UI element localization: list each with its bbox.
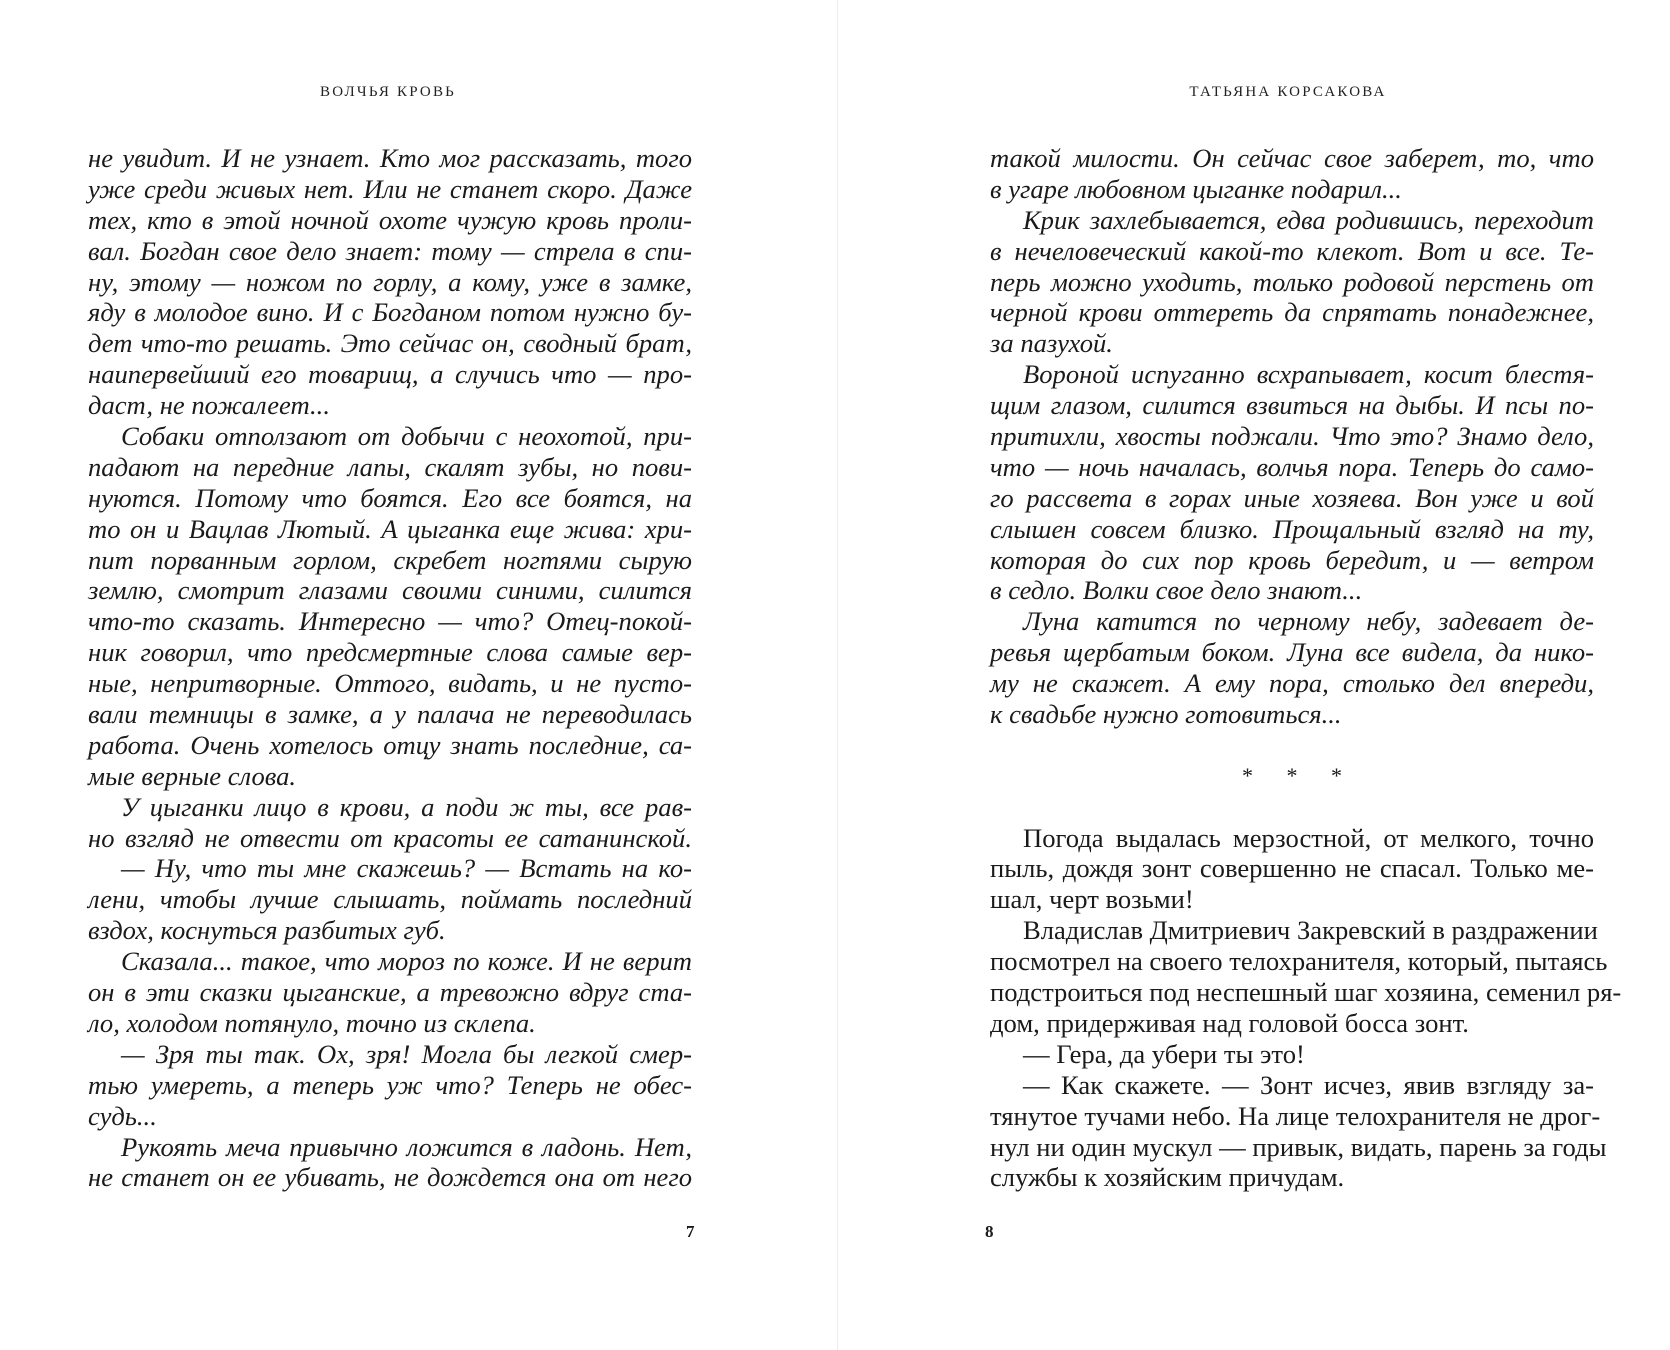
text-line: шал, черт возьми! (990, 884, 1194, 915)
text-line: ник говорил, что предсмертные слова самые вер- (88, 637, 692, 668)
text-line: щим глазом, силится взвиться на дыбы. И псы по- (990, 390, 1594, 421)
text-line: уже среди живых нет. Или не станет скоро. Даже (88, 173, 692, 204)
section-separator: * * * (1242, 762, 1356, 788)
running-head-left: ВОЛЧЬЯ КРОВЬ (320, 84, 456, 100)
text-line: Рукоять меча привычно ложится в ладонь. Нет, (121, 1131, 692, 1162)
roman-passage (990, 822, 1622, 1194)
text-line: вал. Богдан свое дело знает: тому — стрела в спи- (88, 235, 692, 266)
text-line: к свадьбе нужно готовиться... (990, 699, 1342, 730)
right-page (838, 0, 1670, 1350)
text-line: му не скажет. А ему пора, столько дел впереди, (990, 668, 1594, 699)
text-line: что-то сказать. Интересно — что? Отец-покой- (88, 606, 692, 637)
text-line: нул ни один мускул — привык, видать, парень за годы (990, 1131, 1607, 1162)
text-line: такой милости. Он сейчас свое заберет, то, что (990, 143, 1594, 173)
text-line: службы к хозяйским причудам. (990, 1162, 1345, 1193)
text-line: слышен совсем близко. Прощальный взгляд на ту, (990, 513, 1594, 544)
text-line: ло, холодом потянуло, точно из склепа. (88, 1007, 536, 1038)
spacer (990, 792, 1594, 823)
text-line: — Зря ты так. Ох, зря! Могла бы легкой смер- (121, 1038, 692, 1069)
text-line: тянутое тучами небо. На лице телохранителя не дрог- (990, 1100, 1601, 1131)
text-line: ные, непритворные. Оттого, видать, и не пусто- (88, 668, 692, 699)
text-line: в нечеловеческий какой-то клекот. Вот и все. Те- (990, 235, 1594, 266)
text-line: падают на передние лапы, скалят зубы, но пови- (88, 451, 692, 482)
text-line: в угаре любовном цыганке подарил... (990, 173, 1402, 204)
text-line: тью умереть, а теперь уж что? Теперь не обес- (88, 1069, 692, 1100)
text-line: дом, придерживая над головой босса зонт. (990, 1007, 1469, 1038)
text-line: пит порванным горлом, скребет ногтями сырую (88, 544, 692, 575)
text-line: Собаки отползают от добычи с неохотой, при- (121, 421, 692, 452)
text-line: не увидит. И не узнает. Кто мог рассказать, того (88, 143, 692, 173)
left-page-text (88, 143, 692, 1193)
text-line: он в эти сказки цыганские, а тревожно вдруг ста- (88, 977, 692, 1008)
text-line: тех, кто в этой ночной охоте чужую кровь проли- (88, 204, 692, 235)
text-line: пыль, дождя зонт совершенно не спасал. Только ме- (990, 853, 1594, 884)
text-line: ревья щербатым боком. Луна все видела, да нико- (990, 637, 1594, 668)
text-line: Погода выдалась мерзостной, от мелкого, точно (1023, 822, 1594, 853)
spacer (990, 730, 1594, 761)
text-line: вали темницы в замке, а у палача не переводилась (88, 699, 692, 730)
page-number-left: 7 (686, 1222, 695, 1241)
text-line: мые верные слова. (88, 760, 297, 791)
text-line: вздох, коснуться разбитых губ. (88, 915, 446, 946)
running-head-right: ТАТЬЯНА КОРСАКОВА (1189, 84, 1387, 100)
text-line: подстроиться под неспешный шаг хозяина, семенил ря- (990, 977, 1622, 1008)
text-line: которая до сих пор кровь бередит, и — ветром (990, 544, 1594, 575)
text-line: притихли, хвосты поджали. Что это? Знамо дело, (990, 421, 1594, 452)
text-line: — Как скажете. — Зонт исчез, явив взгляду за- (1023, 1069, 1594, 1100)
text-line: даст, не пожалеет... (88, 390, 330, 421)
page-number-right: 8 (985, 1222, 994, 1241)
text-line: Сказала... такое, что мороз по коже. И не верит (121, 946, 692, 977)
text-line: дет что-то решать. Это сейчас он, сводный брат, (88, 328, 692, 359)
italic-passage (990, 143, 1594, 730)
text-line: яду в молодое вино. И с Богданом потом нужно бу- (88, 297, 692, 328)
text-line: но взгляд не отвести от красоты ее сатанинской. (88, 822, 692, 853)
text-line: нуются. Потому что боятся. Его все боятся, на (88, 482, 692, 513)
text-line: Луна катится по черному небу, задевает де- (1023, 606, 1594, 637)
text-line: го рассвета в горах иные хозяева. Вон уже и вой (990, 482, 1594, 513)
text-line: — Гера, да убери ты это! (1023, 1038, 1305, 1069)
text-line: У цыганки лицо в крови, а поди ж ты, все рав- (121, 791, 692, 822)
text-line: Вороной испуганно всхрапывает, косит блестя- (1023, 359, 1594, 390)
text-line: посмотрел на своего телохранителя, который, пытаясь (990, 946, 1608, 977)
text-line: не станет он ее убивать, не дождется она от него (88, 1162, 692, 1193)
text-line: что — ночь началась, волчья пора. Теперь до само- (990, 451, 1594, 482)
text-line: черной крови оттереть да спрятать понадежнее, (990, 297, 1594, 328)
text-line: лени, чтобы лучше слышать, поймать последний (88, 884, 692, 915)
text-line: судь... (88, 1100, 157, 1131)
text-line: наипервейший его товарищ, а случись что — про- (88, 359, 692, 390)
text-line: землю, смотрит глазами своими синими, силится (88, 575, 692, 606)
text-line: ну, этому — ножом по горлу, а кому, уже в замке, (88, 266, 692, 297)
text-line: в седло. Волки свое дело знают... (990, 575, 1363, 606)
text-line: Владислав Дмитриевич Закревский в раздражении (1023, 915, 1598, 946)
text-line: — Ну, что ты мне скажешь? — Встать на ко- (121, 853, 692, 884)
text-line: Крик захлебывается, едва родившись, переходит (1023, 204, 1594, 235)
text-line: перь можно уходить, только родовой перстень от (990, 266, 1594, 297)
right-page-text (990, 143, 1622, 1193)
text-line: то он и Вацлав Лютый. А цыганка еще жива: хри- (88, 513, 692, 544)
text-line: работа. Очень хотелось отцу знать последние, са- (88, 729, 692, 760)
text-line: за пазухой. (990, 328, 1113, 359)
